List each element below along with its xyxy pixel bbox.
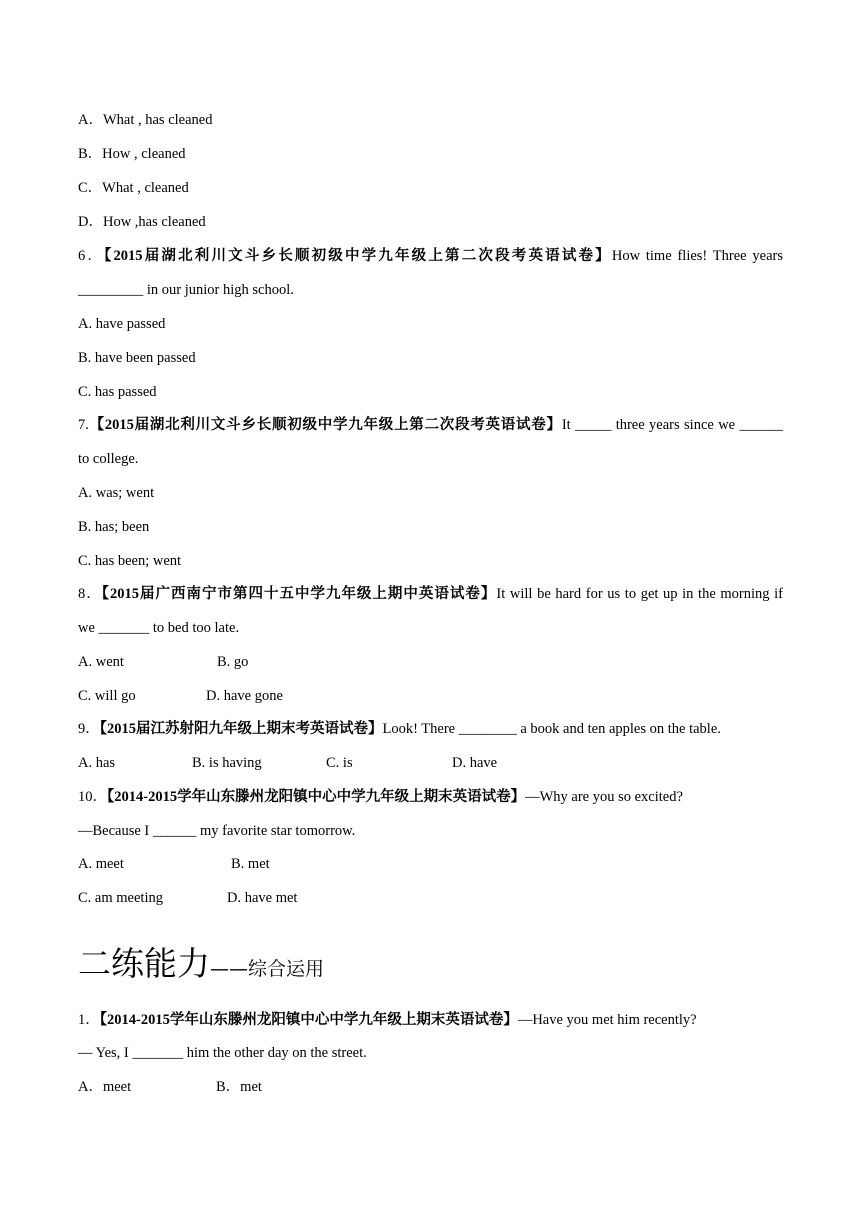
q10-option-b: B. met [231, 856, 270, 872]
question-8-stem-continued: we _______ to bed too late. [78, 620, 240, 636]
question-7-stem-continued: to college. [78, 451, 139, 467]
section-heading [78, 940, 324, 988]
option-b: B．How , cleaned [78, 146, 186, 162]
option-a: A．What , has cleaned [78, 112, 213, 128]
q8-options-row-2 [78, 686, 378, 706]
s2-question-1-stem [78, 1010, 697, 1030]
question-source: 【2014-2015学年山东滕州龙阳镇中心中学九年级上期末英语试卷】 [99, 1012, 518, 1028]
q9-option-b: B. is having [192, 755, 262, 771]
q10-option-c: C. am meeting [78, 890, 163, 906]
q9-option-a: A. has [78, 755, 116, 771]
section-title-sub: ——综合运用 [210, 958, 325, 980]
question-source: 【2015届湖北利川文斗乡长顺初级中学九年级上第二次段考英语试卷】 [88, 417, 562, 433]
q8-option-d: D. have gone [206, 688, 283, 704]
question-9-stem [78, 719, 721, 739]
section-title-main: 二练能力 [78, 944, 210, 983]
question-text: —Why are you so excited? [525, 789, 683, 805]
q6-option-a: A. have passed [78, 316, 166, 332]
q8-option-a: A. went [78, 654, 124, 670]
question-number: 6． [78, 248, 105, 264]
question-10-stem [78, 787, 683, 807]
question-number: 10． [78, 789, 107, 805]
question-6-stem-continued: _________ in our junior high school. [78, 282, 294, 298]
q7-option-a: A. was; went [78, 485, 155, 501]
q9-options-row [78, 753, 578, 773]
s2q1-option-a: A．meet [78, 1079, 132, 1095]
q10-option-a: A. meet [78, 856, 124, 872]
q8-options-row-1 [78, 652, 378, 672]
q7-option-c: C. has been; went [78, 553, 182, 569]
s2-question-1-stem-continued: — Yes, I _______ him the other day on the street. [78, 1045, 367, 1061]
question-number: 7. [78, 417, 89, 433]
q10-options-row-1 [78, 854, 378, 874]
option-d: D．How ,has cleaned [78, 214, 206, 230]
q9-option-d: D. have [452, 755, 498, 771]
question-7-stem [78, 415, 783, 435]
question-source: 【2015届广西南宁市第四十五中学九年级上期中英语试卷】 [101, 586, 497, 602]
q7-option-b: B. has; been [78, 519, 150, 535]
s2q1-option-b: B．met [216, 1079, 262, 1095]
question-text: —Have you met him recently? [517, 1012, 697, 1028]
question-text: Look! There ________ a book and ten apples on the table. [382, 721, 721, 737]
question-source: 【2015届江苏射阳九年级上期末考英语试卷】 [99, 721, 383, 737]
question-number: 9． [78, 721, 100, 737]
question-source: 【2015届湖北利川文斗乡长顺初级中学九年级上第二次段考英语试卷】 [104, 248, 612, 264]
s2q1-options-row [78, 1077, 378, 1097]
question-10-stem-continued: —Because I ______ my favorite star tomorrow. [78, 823, 356, 839]
q10-options-row-2 [78, 888, 378, 908]
question-number: 1． [78, 1012, 100, 1028]
question-source: 【2014-2015学年山东滕州龙阳镇中心中学九年级上期末英语试卷】 [107, 789, 526, 805]
q8-option-c: C. will go [78, 688, 136, 704]
q8-option-b: B. go [217, 654, 249, 670]
question-text: How time flies! Three years [611, 248, 784, 264]
question-number: 8． [78, 586, 102, 602]
q6-option-c: C. has passed [78, 384, 157, 400]
question-text: It will be hard for us to get up in the morning if [496, 586, 784, 602]
option-c: C．What , cleaned [78, 180, 189, 196]
q6-option-b: B. have been passed [78, 350, 196, 366]
q10-option-d: D. have met [227, 890, 298, 906]
question-8-stem [78, 584, 783, 604]
q9-option-c: C. is [326, 755, 353, 771]
question-text: It _____ three years since we ______ [561, 417, 783, 433]
question-6-stem [78, 246, 783, 266]
